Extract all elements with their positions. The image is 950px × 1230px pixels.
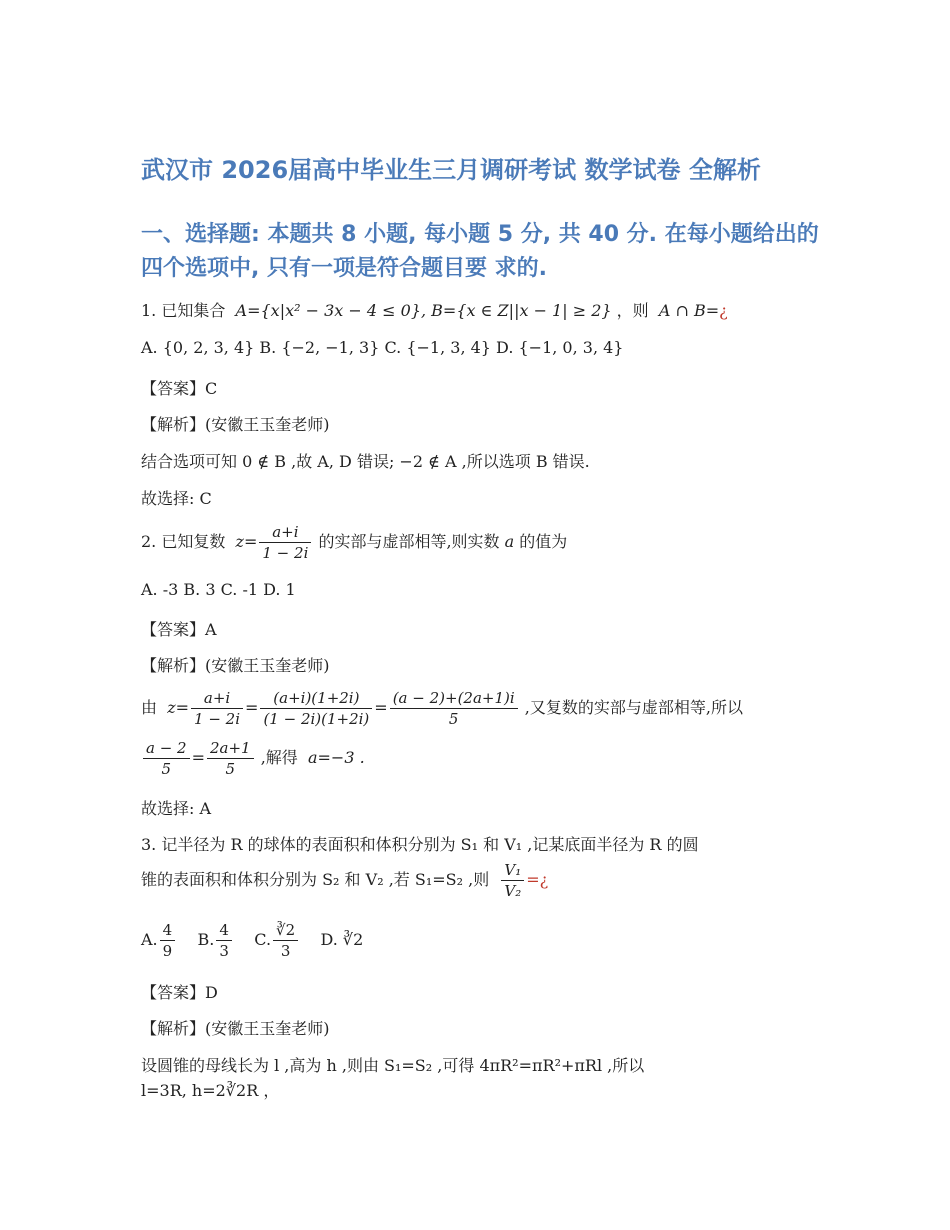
q3-opt-a-num: 4 xyxy=(160,920,176,941)
q3-opt-a-label: A. xyxy=(141,930,158,949)
q2-frac4-den: 5 xyxy=(161,760,172,778)
q1-set-b: , B={x ∈ Z||x − 1| ≥ 2} xyxy=(421,301,612,320)
q2-frac2-num: (a+i)(1+2i) xyxy=(260,688,372,709)
q3-analysis-label: 【解析】(安徽王玉奎老师) xyxy=(141,1019,330,1038)
q3-opt-c-label: C. xyxy=(254,930,272,949)
q2-frac1 xyxy=(191,688,243,729)
q2-options: A. -3 B. 3 C. -1 D. 1 xyxy=(141,580,296,599)
q1-analysis-label: 【解析】(安徽王玉奎老师) xyxy=(141,415,330,434)
q3-opt-b-label: B. xyxy=(197,930,215,949)
q3-ratio-num: V₁ xyxy=(501,860,524,881)
q2-frac3-num: (a − 2)+(2a+1)i xyxy=(390,688,518,709)
q2-stem-suffix: 的实部与虚部相等,则实数 xyxy=(318,532,500,551)
q1-missing-char: ¿ xyxy=(719,301,728,320)
q2-stem xyxy=(141,522,567,563)
q3-line1: 3. 记半径为 R 的球体的表面积和体积分别为 S₁ 和 V₁ ,记某底面半径为 R 的圆 xyxy=(141,835,699,854)
q1-set-a: A={x|x² − 3x − 4 ≤ 0} xyxy=(235,301,421,320)
q3-opt-d: D. ∛2 xyxy=(320,930,364,949)
q1-ask: A ∩ B= xyxy=(658,301,720,320)
q3-opt-a xyxy=(160,920,176,961)
q3-missing-char: =¿ xyxy=(526,870,549,889)
q3-opt-c-den: 3 xyxy=(280,942,291,960)
q2-answer: 【答案】A xyxy=(141,620,217,639)
q3-opt-c-num: ∛2 xyxy=(273,920,298,941)
q3-line2-prefix: 锥的表面积和体积分别为 S₂ 和 V₂ ,若 S₁=S₂ ,则 xyxy=(141,870,490,889)
q2-conclusion: 故选择: A xyxy=(141,799,212,818)
q3-solution-line1: 设圆锥的母线长为 l ,高为 h ,则由 S₁=S₂ ,可得 4πR²=πR²+πRl ,所以 xyxy=(141,1056,645,1075)
q2-solution-line2: $\frac{a - 2}{5}$ = $\frac{2a+1}{5}$ ,解得 a=−3 . xyxy=(141,738,365,779)
q2-z-lhs: z= xyxy=(235,532,258,551)
section-heading: 一、选择题: 本题共 8 小题, 每小题 5 分, 共 40 分. 在每小题给出的四个选项中, 只有一项是符合题目要 求的. xyxy=(141,222,819,281)
q3-opt-c xyxy=(273,920,298,961)
q2-frac5-den: 5 xyxy=(225,760,236,778)
q3-opt-b-den: 3 xyxy=(219,942,229,960)
q2-frac5 xyxy=(207,738,254,779)
q1-stem xyxy=(141,298,728,321)
q2-result: a=−3 . xyxy=(307,748,365,767)
q2-stem-end: 的值为 xyxy=(519,532,568,551)
q2-sol-end: ,解得 xyxy=(260,748,298,767)
q2-frac5-num: 2a+1 xyxy=(207,738,254,759)
q2-frac1-num: a+i xyxy=(191,688,243,709)
q2-frac3-den: 5 xyxy=(448,710,459,728)
page-title: 武汉市 2026届高中毕业生三月调研考试 数学试卷 全解析 xyxy=(141,156,761,184)
q3-line2 xyxy=(141,860,548,901)
q3-opt-a-den: 9 xyxy=(162,942,173,960)
q3-solution-line2: l=3R, h=2∛2R ， xyxy=(141,1081,280,1100)
q2-stem-prefix: 2. 已知复数 xyxy=(141,532,226,551)
q2-frac3 xyxy=(390,688,518,729)
q3-ratio-fraction xyxy=(501,860,524,901)
q1-conclusion: 故选择: C xyxy=(141,489,212,508)
q2-analysis-label: 【解析】(安徽王玉奎老师) xyxy=(141,656,330,675)
q3-ratio-den: V₂ xyxy=(504,882,522,900)
q2-frac2-den: (1 − 2i)(1+2i) xyxy=(263,710,370,728)
q1-stem-prefix: 1. 已知集合 xyxy=(141,301,226,320)
q1-solution: 结合选项可知 0 ∉ B ,故 A, D 错误; −2 ∉ A ,所以选项 B 错误. xyxy=(141,452,590,471)
q2-z-num: a+i xyxy=(259,522,311,543)
q3-options xyxy=(141,920,363,961)
q3-answer: 【答案】D xyxy=(141,983,218,1002)
q1-stem-suffix: ，则 xyxy=(616,301,649,320)
q3-opt-b xyxy=(216,920,232,961)
q2-sol-prefix: 由 xyxy=(141,698,158,717)
q2-var: a xyxy=(504,532,515,551)
q2-sol-mid: ,又复数的实部与虚部相等,所以 xyxy=(524,698,743,717)
q2-frac4-num: a − 2 xyxy=(143,738,190,759)
q1-options: A. {0, 2, 3, 4} B. {−2, −1, 3} C. {−1, 3, 4} D. {−1, 0, 3, 4} xyxy=(141,338,624,357)
q2-z-den: 1 − 2i xyxy=(262,544,309,562)
q2-frac2 xyxy=(260,688,372,729)
q1-answer: 【答案】C xyxy=(141,379,218,398)
q2-z-fraction xyxy=(259,522,311,563)
q2-frac4 xyxy=(143,738,190,779)
q2-frac1-den: 1 − 2i xyxy=(194,710,241,728)
q2-solution-line1: 由 z= $\frac{a+i}{1 - 2i}$ = $\frac{(a+i)(1+2i)}{(1 - 2i)(1+2i)}$ = $\frac{(a - 2)+(2a+1)i}{5}$ ,又复数的实部与虚部相等,所以 xyxy=(141,689,743,728)
q3-opt-b-num: 4 xyxy=(216,920,232,941)
